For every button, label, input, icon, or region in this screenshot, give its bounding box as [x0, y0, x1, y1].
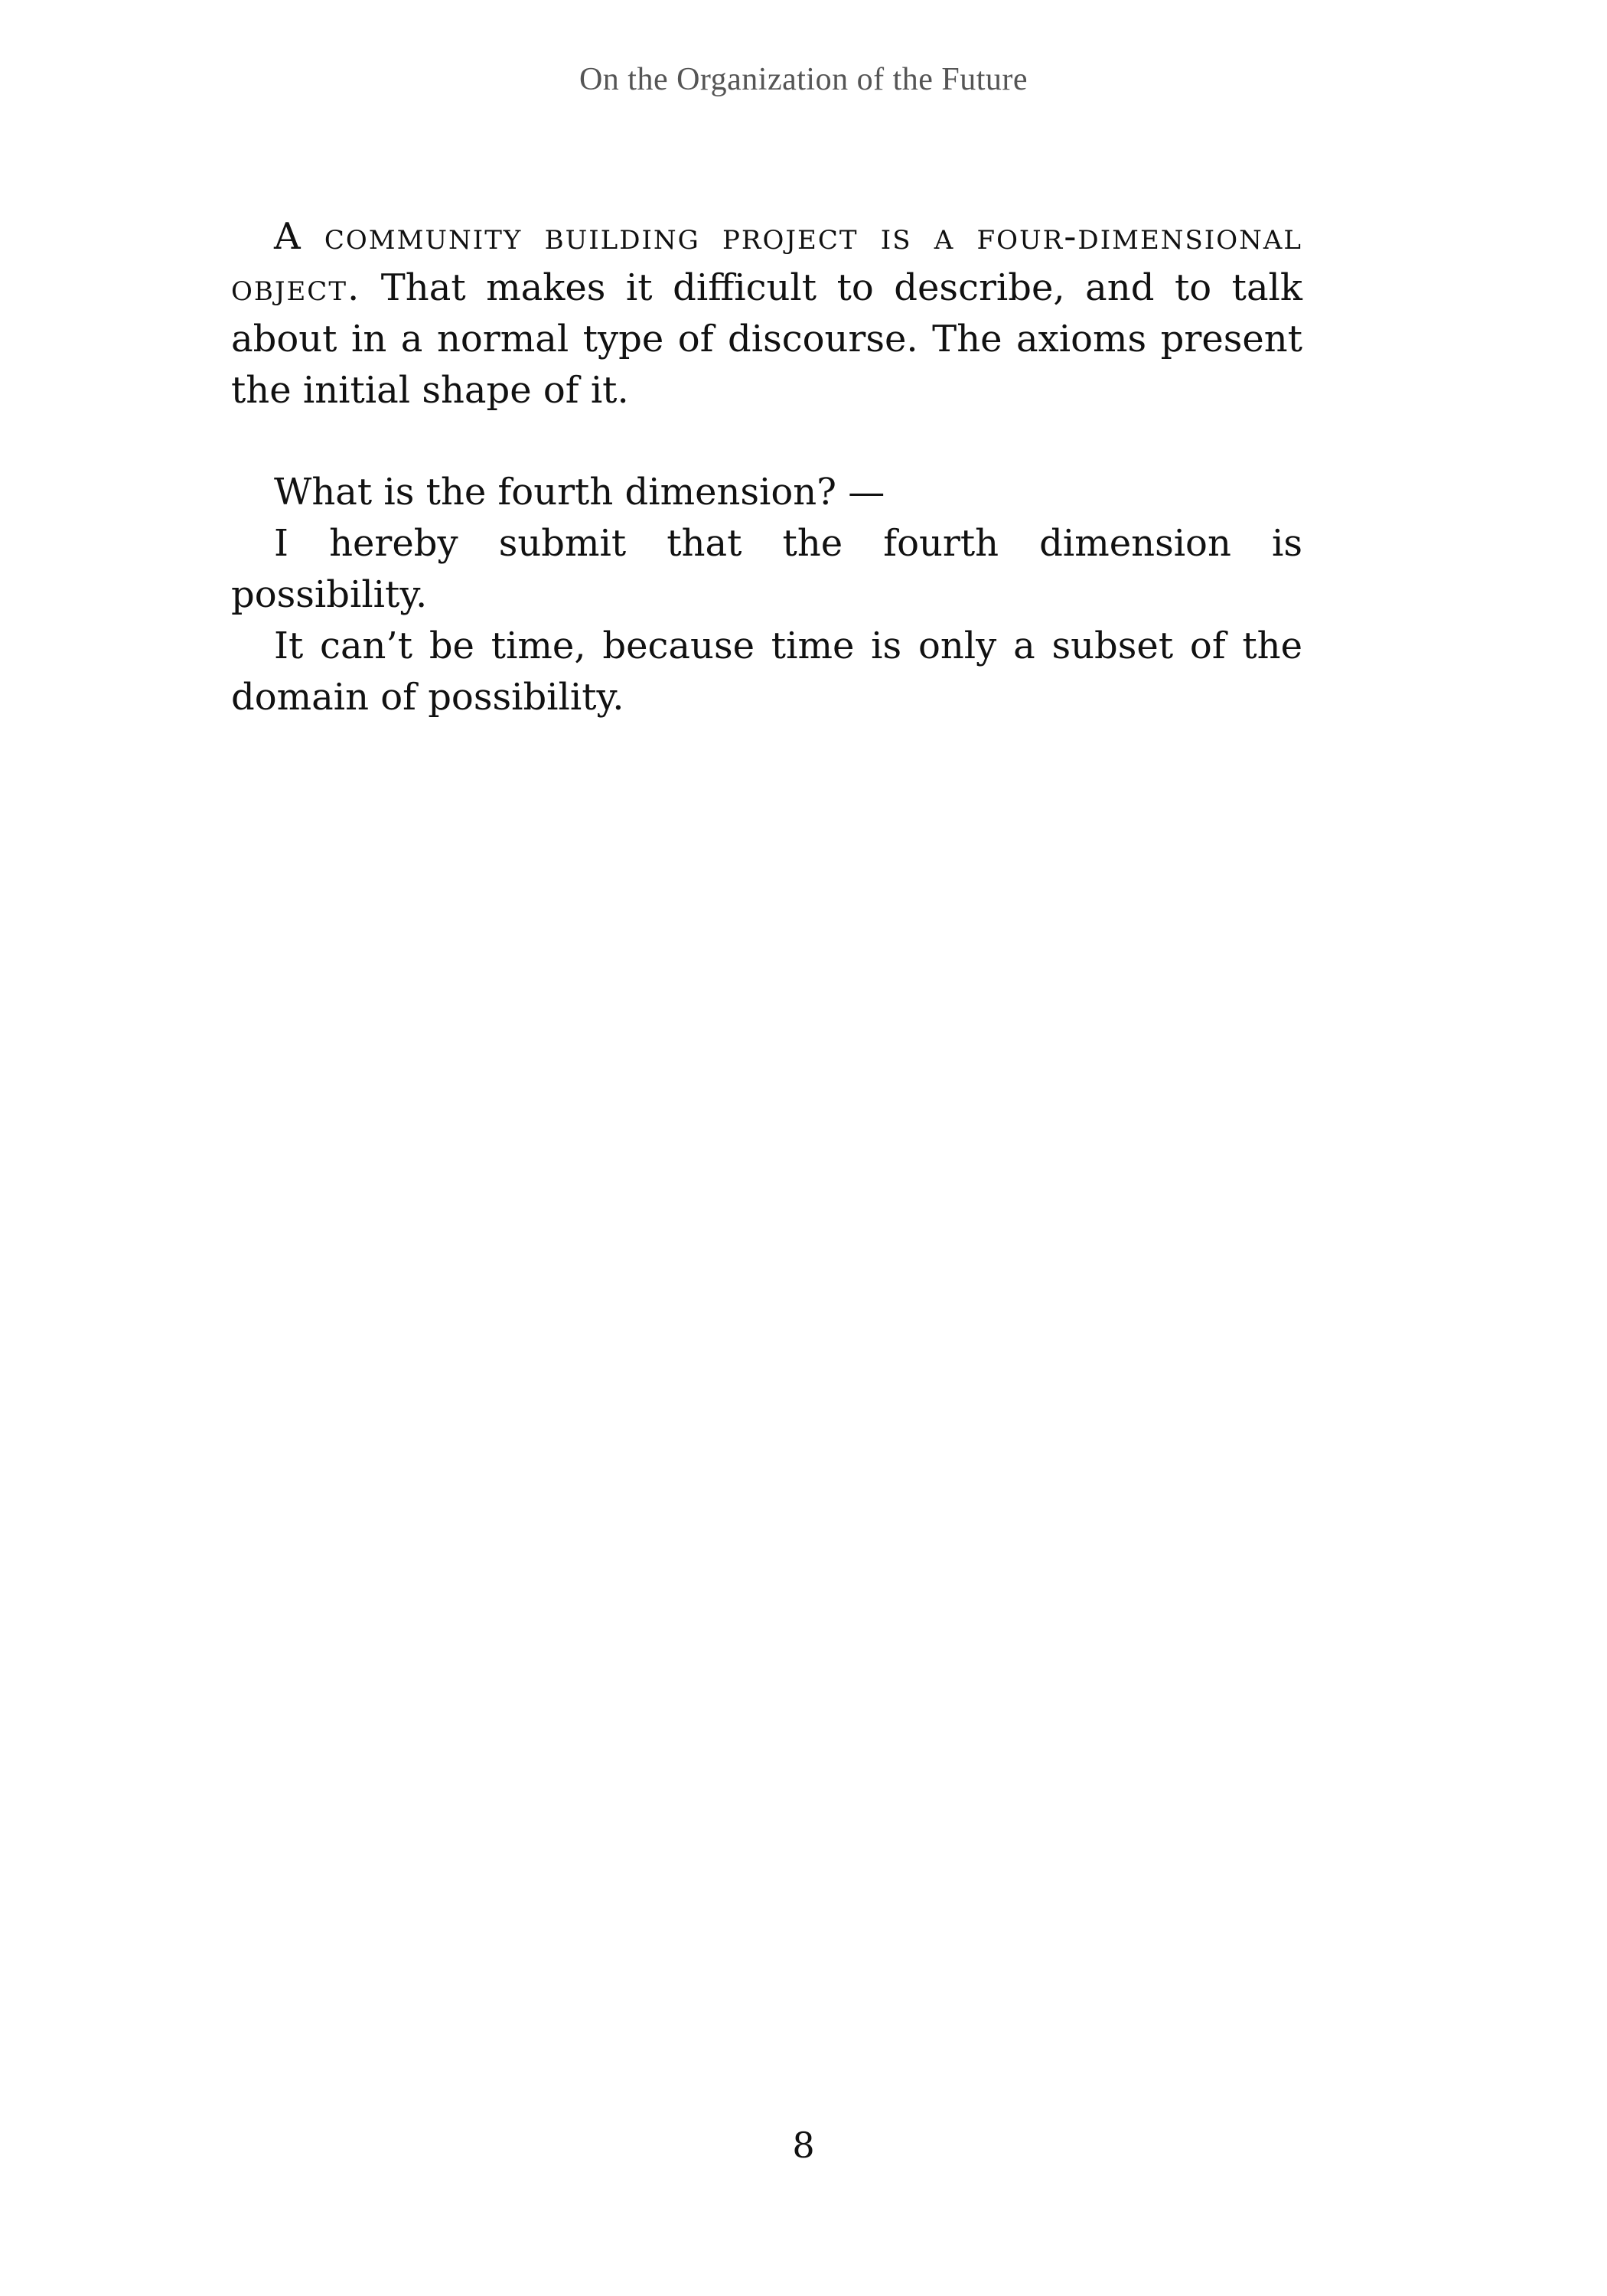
paragraph-4: It can’t be time, because time is only a subset of the domain of possibility.	[231, 625, 1302, 719]
paragraph-1	[231, 211, 1302, 416]
page-number: 8	[792, 2125, 815, 2166]
paragraph-2: What is the fourth dimension? —	[274, 471, 885, 514]
running-header-title: On the Organization of the Future	[579, 62, 1028, 97]
body-text	[231, 211, 1302, 723]
paragraph-3: I hereby submit that the fourth dimension is possibility.	[231, 522, 1302, 616]
paragraph-1-lead-in: A community building project is a four-dimensional object.	[231, 215, 1302, 309]
paragraph-1-rest: That makes it difficult to describe, and to talk about in a normal type of discourse. The axioms present the initial shape of it.	[231, 266, 1302, 412]
